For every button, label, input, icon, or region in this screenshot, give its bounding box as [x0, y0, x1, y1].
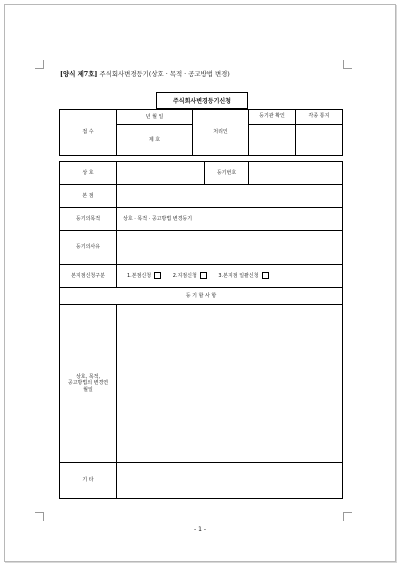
crop-mark-top-right [343, 60, 352, 69]
notify-label: 각종 통지 [296, 110, 343, 125]
form-heading [60, 69, 230, 78]
reception-table [59, 109, 343, 156]
head-office-label: 본 점 [60, 185, 117, 208]
crop-mark-bottom-right [343, 512, 352, 521]
document-title: 주식회사변경등기신청 [156, 92, 248, 109]
checkbox-branch[interactable] [200, 272, 207, 279]
option-head-office[interactable]: 1.본점신청 [127, 273, 161, 279]
office-type-label: 본지점신청구분 [60, 265, 117, 288]
office-type-options [117, 265, 343, 288]
reg-check-cell[interactable] [249, 125, 296, 156]
notify-cell[interactable] [296, 125, 343, 156]
reception-label: 접 수 [60, 110, 117, 156]
checkbox-head-office[interactable] [154, 272, 161, 279]
detail-label: 상호, 목적, 공고방법의 변경연 월일 [60, 305, 117, 463]
other-field[interactable] [117, 463, 343, 499]
handler-label: 처리인 [193, 110, 249, 156]
detail-field[interactable] [117, 305, 343, 463]
reception-number[interactable]: 제 호 [117, 125, 193, 156]
matters-header: 등 기 할 사 항 [60, 288, 343, 305]
trade-name-label: 상 호 [60, 162, 117, 185]
reg-number-label: 등기번호 [205, 162, 249, 185]
option-both[interactable]: 3.본지점 일괄신청 [218, 273, 268, 279]
form-title: 주식회사변경등기(상호 · 목적 · 공고방법 변경) [99, 70, 230, 78]
reg-check-label: 등기관 확인 [249, 110, 296, 125]
reg-number-field[interactable] [249, 162, 343, 185]
reception-date[interactable]: 년 월 일 [117, 110, 193, 125]
option-branch[interactable]: 2.지점신청 [173, 273, 207, 279]
reg-purpose-label: 등기의목적 [60, 208, 117, 231]
reg-purpose-value: 상호 · 목적 · 공고방법 변경등기 [117, 208, 343, 231]
application-table [59, 161, 343, 499]
crop-mark-bottom-left [35, 512, 44, 521]
page-number: - 1 - [194, 526, 206, 533]
form-tag: [양식 제7호] [60, 70, 98, 78]
crop-mark-top-left [35, 60, 44, 69]
reg-cause-field[interactable] [117, 231, 343, 265]
checkbox-both[interactable] [262, 272, 269, 279]
reg-cause-label: 등기의사유 [60, 231, 117, 265]
other-label: 기 타 [60, 463, 117, 499]
head-office-field[interactable] [117, 185, 343, 208]
trade-name-field[interactable] [117, 162, 205, 185]
